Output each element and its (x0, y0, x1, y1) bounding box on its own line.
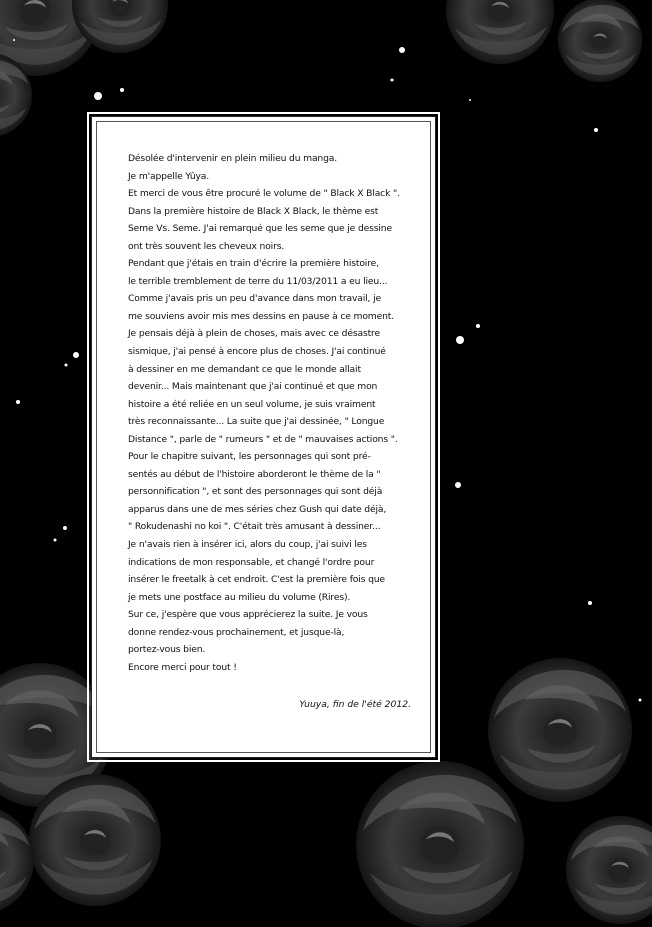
letter-line: Désolée d'intervenir en plein milieu du manga. (128, 153, 338, 164)
letter-line: me souviens avoir mis mes dessins en pause à ce moment. (128, 310, 395, 322)
letter-signature: Yuuya, fin de l'été 2012. (299, 699, 411, 710)
letter-line: Et merci de vous être procuré le volume de " Black X Black ". (128, 188, 400, 200)
letter-line: insérer le freetalk à cet endroit. C'est la première fois que (128, 574, 385, 586)
letter-line: indications de mon responsable, et changé l'ordre pour (128, 556, 375, 568)
letter-line: Je m'appelle Yûya. (128, 170, 210, 182)
letter-line: " Rokudenashi no koi ". C'était très amusant à dessiner... (128, 521, 381, 533)
letter-line: Distance ", parle de " rumeurs " et de " mauvaises actions ". (128, 433, 398, 445)
letter-line: devenir... Mais maintenant que j'ai continué et que mon (128, 381, 378, 393)
letter-line: je mets une postface au milieu du volume (Rires). (128, 591, 351, 603)
letter-line: Je pensais déjà à plein de choses, mais avec ce désastre (128, 328, 380, 340)
letter-line: personnification ", et sont des personnages qui sont déjà (128, 486, 383, 498)
letter-line: sentés au début de l'histoire aborderont le thème de la " (128, 468, 381, 480)
letter-line: Seme Vs. Seme. J'ai remarqué que les seme que je dessine (128, 223, 392, 235)
letter-line: donne rendez-vous prochainement, et jusque-là, (128, 626, 345, 638)
letter-body (128, 150, 423, 676)
letter-line: portez-vous bien. (128, 644, 206, 656)
letter-line: Pendant que j'étais en train d'écrire la première histoire, (128, 258, 379, 270)
letter-line: Pour le chapitre suivant, les personnages qui sont pré- (128, 451, 371, 463)
rose-top-right (446, 0, 642, 82)
letter-line: Encore merci pour tout ! (128, 661, 237, 673)
letter-line: apparus dans une de mes séries chez Gush qui date déjà, (128, 503, 387, 515)
letter-line: le terrible tremblement de terre du 11/03/2011 a eu lieu... (128, 275, 388, 287)
letter-card (91, 116, 436, 758)
letter-line: à dessiner en me demandant ce que le monde allait (128, 363, 361, 375)
letter-line: histoire a été reliée en un seul volume, je suis vraiment (128, 398, 376, 410)
letter-line: Je n'avais rien à insérer ici, alors du coup, j'ai suivi les (128, 539, 367, 551)
letter-line: Comme j'avais pris un peu d'avance dans mon travail, je (128, 293, 381, 305)
letter-line: ont très souvent les cheveux noirs. (128, 240, 285, 252)
letter-line: sismique, j'ai pensé à encore plus de choses. J'ai continué (128, 346, 386, 358)
letter-line: Sur ce, j'espère que vous apprécierez la suite. Je vous (128, 609, 368, 621)
letter-line: Dans la première histoire de Black X Black, le thème est (128, 205, 379, 217)
letter-line: très reconnaissante... La suite que j'ai dessinée, " Longue (128, 416, 385, 428)
